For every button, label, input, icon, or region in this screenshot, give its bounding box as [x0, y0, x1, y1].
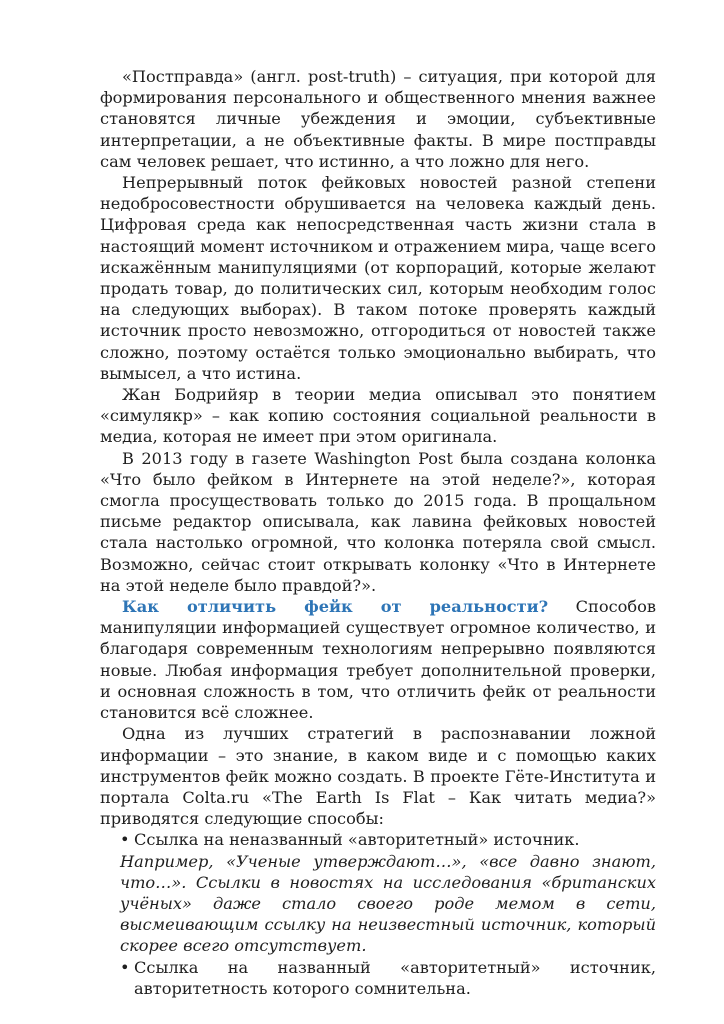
bullet-text: Ссылка на неназванный «авторитетный» источник.	[134, 830, 580, 850]
text-body	[100, 66, 656, 999]
section-text: Способов манипуляции информацией существует огромное количество, и благодаря современным технологиям непрерывно появляются новые. Любая информация требует дополнительной проверки, и основная сложность в том, что отличить фейк от реальности становится всё сложнее.	[100, 597, 657, 723]
bullet-text: Ссылка на названный «авторитетный» источник, авторитетность которого сомнительна.	[134, 957, 656, 998]
paragraph-posttruth: «Постправда» (англ. post-truth) – ситуация, при которой для формирования персонального и общественного мнения важнее становятся личные убеждения и эмоции, субъективные интерпретации, а не объективные факты. В мире постправды сам человек решает, что истинно, а что ложно для него.	[100, 67, 656, 171]
paragraph-how-to-distinguish	[100, 596, 656, 723]
list-item	[100, 957, 656, 999]
paragraph-washington-post: В 2013 году в газете Washington Post была создана колонка «Что было фейком в Интернете на этой неделе?», которая смогла просуществовать только до 2015 года. В прощальном письме редактор описывала, как лавина фейковых новостей стала настолько огромной, что колонка потеряла свой смысл. Возможно, сейчас стоит открывать колонку «Что в Интернете на этой неделе было правдой?».	[100, 448, 656, 595]
paragraph-baudrillard: Жан Бодрийяр в теории медиа описывал это понятием «симулякр» – как копию состояния социальной реальности в медиа, которая не имеет при этом оригинала.	[100, 385, 656, 447]
bullet-icon: •	[120, 957, 130, 977]
section-heading: Как отличить фейк от реальности?	[122, 597, 549, 617]
paragraph-strategies: Одна из лучших стратегий в распознавании ложной информации – это знание, в каком виде и с помощью каких инструментов фейк можно создать. В проекте Гёте-Института и портала Colta.ru «The Earth Is Flat – Как читать медиа?» приводятся следующие способы:	[100, 724, 656, 829]
list-item	[100, 829, 656, 850]
paragraph-fake-news-flow: Непрерывный поток фейковых новостей разной степени недобросовестности обрушивается на человека каждый день. Цифровая среда как непосредственная часть жизни стала в настоящий момент источником и отражением мира, чаще всего искажённым манипуляциями (от корпораций, которые желают продать товар, до политических сил, которым необходим голос на следующих выборах). В таком потоке проверять каждый источник просто невозможно, отгородиться от новостей также сложно, поэтому остаётся только эмоционально выбирать, что вымысел, а что истина.	[100, 173, 656, 383]
bullet-example: Например, «Ученые утверждают…», «все давно знают, что…». Ссылки в новостях на исследования «британских учёных» даже стало своего роде мемом в сети, высмеивающим ссылку на неизвестный источник, который скорее всего отсутствует.	[120, 851, 656, 956]
bullet-icon: •	[120, 830, 130, 850]
